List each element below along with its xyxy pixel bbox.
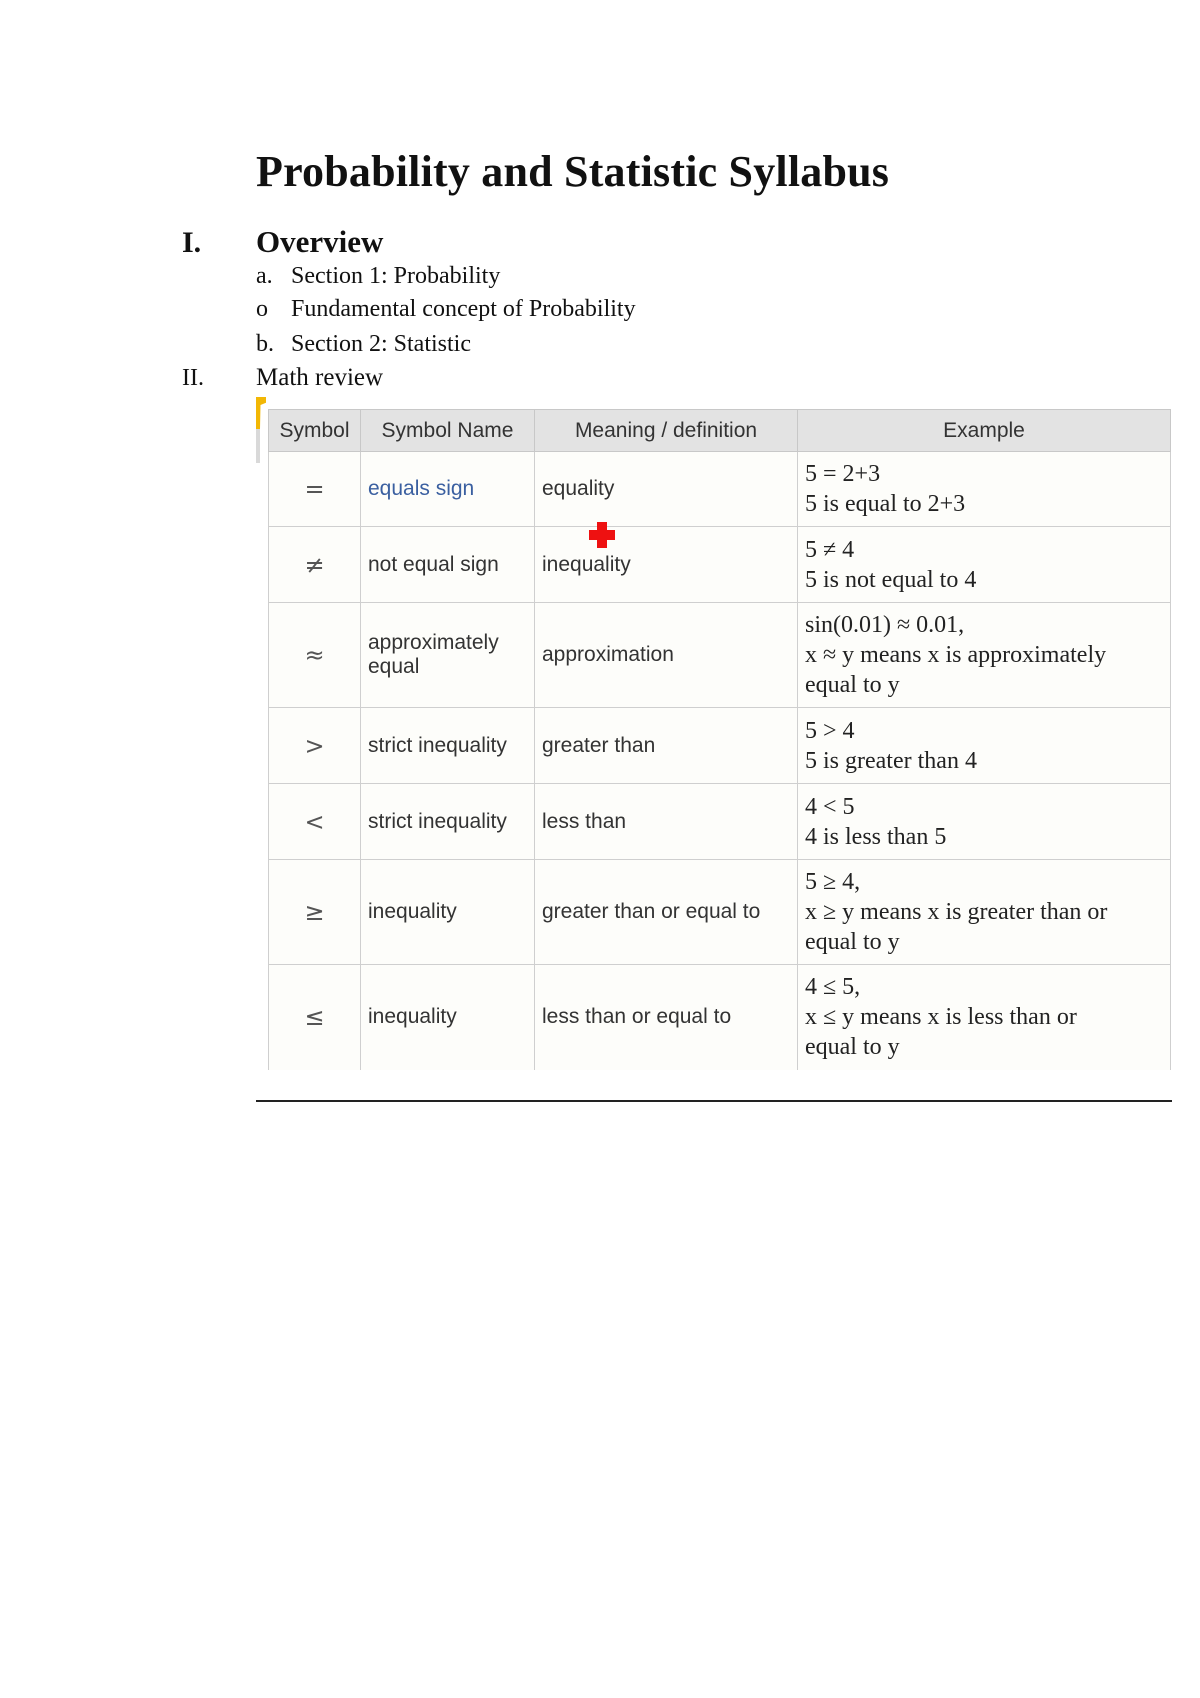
example-cell	[798, 965, 1171, 1070]
math-symbols-table	[268, 409, 1171, 1070]
example-line: 4 < 5	[805, 793, 855, 820]
list-item	[256, 331, 471, 358]
example-cell	[798, 860, 1171, 965]
table-row	[269, 784, 1171, 860]
meaning-cell: greater than	[535, 708, 798, 784]
symbol-name-cell: inequality	[361, 965, 535, 1070]
embedded-table-image[interactable]	[256, 397, 1170, 1067]
table-header-row	[269, 410, 1171, 452]
symbol-name-cell: approximately equal	[361, 603, 535, 708]
section-1-numeral: I.	[182, 226, 202, 259]
table-row	[269, 603, 1171, 708]
meaning-cell: approximation	[535, 603, 798, 708]
list-item-text: Section 2: Statistic	[291, 331, 471, 357]
symbol-name-cell: not equal sign	[361, 527, 535, 603]
table-row	[269, 860, 1171, 965]
table-row	[269, 527, 1171, 603]
example-line: 5 is not equal to 4	[805, 566, 977, 593]
example-line: x ≥ y means x is greater than or	[805, 899, 1108, 925]
list-item-text: Section 1: Probability	[291, 263, 501, 289]
meaning-cell: less than	[535, 784, 798, 860]
symbol-cell: <	[269, 784, 361, 860]
horizontal-rule	[256, 1100, 1172, 1102]
list-marker: o	[256, 296, 268, 322]
meaning-cell: greater than or equal to	[535, 860, 798, 965]
symbol-cell: >	[269, 708, 361, 784]
symbol-cell: ≥	[269, 860, 361, 965]
column-header: Symbol	[269, 410, 361, 452]
example-line: 5 is greater than 4	[805, 747, 977, 774]
list-marker: a.	[256, 263, 273, 289]
symbol-name-cell: strict inequality	[361, 784, 535, 860]
section-1-heading: Overview	[256, 224, 384, 259]
example-line: equal to y	[805, 672, 900, 698]
example-cell	[798, 603, 1171, 708]
crosshair-cursor-icon	[589, 522, 615, 548]
example-cell	[798, 452, 1171, 527]
example-line: 5 ≠ 4	[805, 536, 855, 563]
example-line: 5 = 2+3	[805, 461, 881, 487]
symbol-name-link[interactable]: equals sign	[361, 452, 535, 527]
list-item-text: Fundamental concept of Probability	[291, 296, 636, 322]
symbol-cell: ≈	[269, 603, 361, 708]
example-line: equal to y	[805, 929, 900, 955]
table-row	[269, 708, 1171, 784]
symbol-cell: ≤	[269, 965, 361, 1070]
column-header: Symbol Name	[361, 410, 535, 452]
meaning-cell: equality	[535, 452, 798, 527]
example-line: sin(0.01) ≈ 0.01,	[805, 612, 965, 638]
section-2-heading: Math review	[256, 364, 384, 391]
example-line: 5 is equal to 2+3	[805, 491, 966, 517]
symbol-cell: =	[269, 452, 361, 527]
example-cell	[798, 784, 1171, 860]
page-title: Probability and Statistic Syllabus	[256, 147, 890, 196]
column-header: Example	[798, 410, 1171, 452]
example-line: 5 ≥ 4,	[805, 869, 861, 895]
example-cell	[798, 708, 1171, 784]
meaning-cell: inequality	[535, 527, 798, 603]
example-line: 4 is less than 5	[805, 823, 947, 850]
column-header: Meaning / definition	[535, 410, 798, 452]
example-line: 5 > 4	[805, 717, 855, 744]
table-row	[269, 452, 1171, 527]
example-cell	[798, 527, 1171, 603]
table-row	[269, 965, 1171, 1070]
example-line: x ≤ y means x is less than or	[805, 1004, 1077, 1031]
list-item	[256, 263, 500, 290]
symbol-name-cell: strict inequality	[361, 708, 535, 784]
symbol-cell: ≠	[269, 527, 361, 603]
meaning-cell: less than or equal to	[535, 965, 798, 1070]
symbol-name-cell: inequality	[361, 860, 535, 965]
section-2-numeral: II.	[182, 365, 204, 391]
example-line: equal to y	[805, 1034, 900, 1061]
list-marker: b.	[256, 331, 274, 357]
list-item	[256, 296, 636, 323]
example-line: x ≈ y means x is approximately	[805, 642, 1107, 668]
example-line: 4 ≤ 5,	[805, 974, 861, 1001]
